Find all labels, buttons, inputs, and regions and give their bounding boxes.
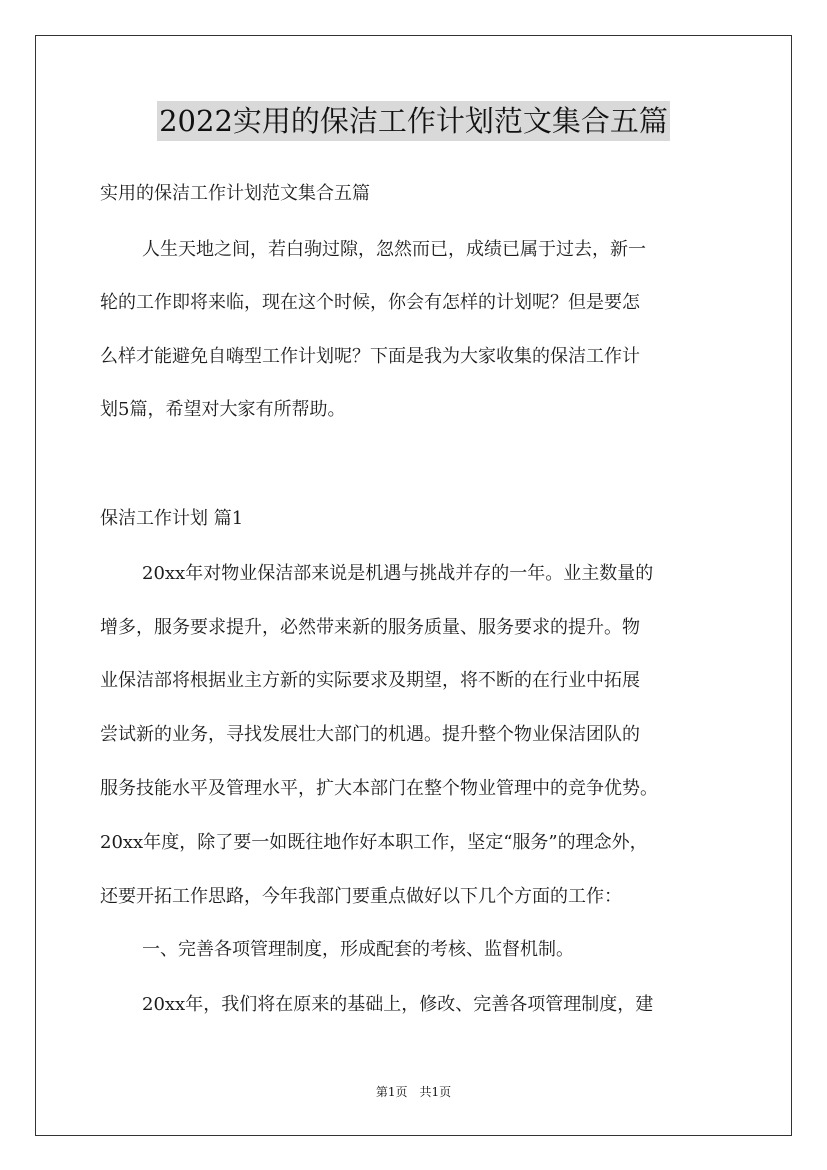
section-heading: 保洁工作计划 篇1 <box>100 508 244 529</box>
title-container <box>0 101 827 141</box>
paragraph-line: 划5篇，希望对大家有所帮助。 <box>100 399 346 420</box>
document-subtitle: 实用的保洁工作计划范文集合五篇 <box>100 183 370 204</box>
paragraph-line: 么样才能避免自嗨型工作计划呢？下面是我为大家收集的保洁工作计 <box>100 346 640 367</box>
paragraph-line: 服务技能水平及管理水平，扩大本部门在整个物业管理中的竞争优势。 <box>100 778 658 799</box>
paragraph-line: 人生天地之间，若白驹过隙，忽然而已，成绩已属于过去，新一 <box>142 239 646 260</box>
paragraph-line: 20xx年度，除了要一如既往地作好本职工作，坚定“服务”的理念外， <box>100 832 648 853</box>
paragraph-line: 20xx年对物业保洁部来说是机遇与挑战并存的一年。业主数量的 <box>142 563 654 584</box>
page-number: 第1页 共1页 <box>375 1085 452 1099</box>
paragraph-line: 业保洁部将根据业主方新的实际要求及期望，将不断的在行业中拓展 <box>100 670 640 691</box>
paragraph-line: 轮的工作即将来临，现在这个时候，你会有怎样的计划呢？但是要怎 <box>100 292 640 313</box>
paragraph-line: 尝试新的业务，寻找发展壮大部门的机遇。提升整个物业保洁团队的 <box>100 724 640 745</box>
document-title: 2022实用的保洁工作计划范文集合五篇 <box>157 101 670 141</box>
paragraph-line: 还要开拓工作思路，今年我部门要重点做好以下几个方面的工作： <box>100 886 622 907</box>
page-footer <box>0 1084 827 1100</box>
paragraph-line: 20xx年，我们将在原来的基础上，修改、完善各项管理制度，建 <box>142 994 654 1015</box>
paragraph-line: 增多，服务要求提升，必然带来新的服务质量、服务要求的提升。物 <box>100 617 640 638</box>
paragraph-line: 一、完善各项管理制度，形成配套的考核、监督机制。 <box>142 939 574 960</box>
